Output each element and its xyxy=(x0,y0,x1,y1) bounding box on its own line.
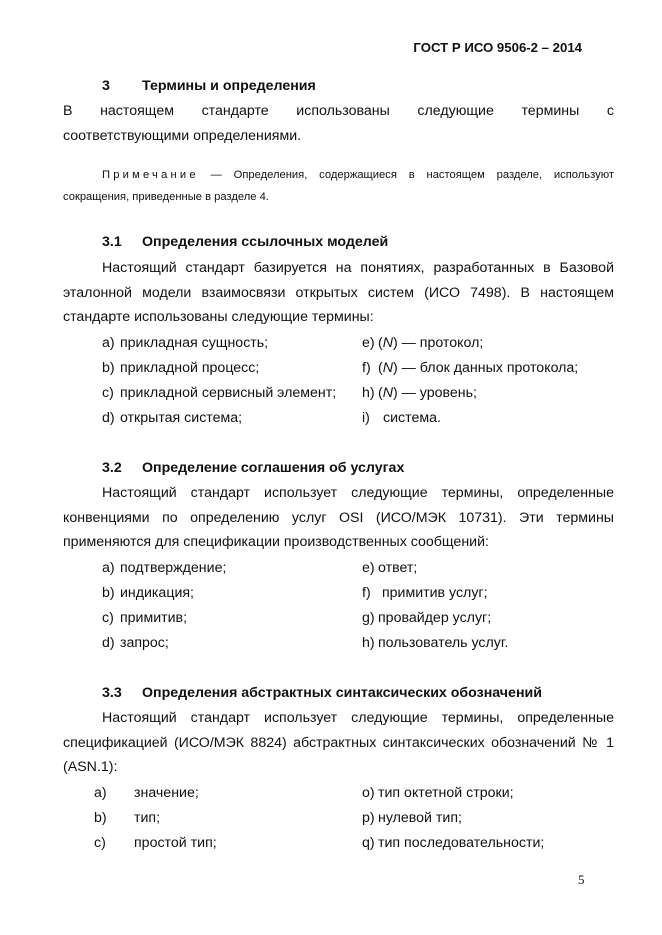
paragraph-line xyxy=(63,99,614,124)
list-item xyxy=(362,785,514,801)
list-label: o) xyxy=(362,785,375,801)
text: эталонной модели взаимосвязи открытых систем (ИСО 7498). В настоящем xyxy=(63,284,614,301)
list-text: открытая система; xyxy=(119,410,243,426)
list-text: подтверждение; xyxy=(119,560,227,576)
section-3-heading xyxy=(102,78,316,94)
list-label: h) xyxy=(362,385,375,401)
list-text: значение; xyxy=(134,785,199,801)
list-label: a) xyxy=(102,560,115,576)
paragraph-line xyxy=(63,731,614,756)
list-text: прикладной процесс; xyxy=(119,360,260,376)
list-item xyxy=(102,360,259,376)
list-item xyxy=(362,385,477,401)
note-text: — Определения, содержащиеся в настоящем разделе, используют xyxy=(210,169,615,181)
list-text: индикация; xyxy=(119,585,195,601)
list-item xyxy=(102,610,187,626)
section-number: 3.2 xyxy=(102,460,122,476)
list-label: p) xyxy=(362,810,375,826)
list-item xyxy=(362,410,441,426)
paragraph-line xyxy=(63,706,614,731)
section-3-2-paragraph xyxy=(63,481,614,555)
list-label: b) xyxy=(102,360,115,376)
list-label: h) xyxy=(362,635,375,651)
list-item xyxy=(362,835,544,851)
list-text: запрос; xyxy=(119,635,169,651)
section-number: 3 xyxy=(102,78,110,94)
list-label: e) xyxy=(362,560,375,576)
note xyxy=(63,164,614,208)
text: Настоящий стандарт использует следующие термины, определенные xyxy=(102,485,614,501)
list-text: провайдер услуг; xyxy=(378,610,492,626)
list-label: g) xyxy=(362,610,375,626)
text: Настоящий стандарт использует следующие термины, определенные xyxy=(102,710,614,726)
paragraph-line xyxy=(63,506,614,531)
list-item xyxy=(362,635,508,651)
list-label: d) xyxy=(102,410,115,426)
section-3-intro xyxy=(63,99,614,148)
section-number: 3.3 xyxy=(102,685,122,701)
section-3-1-heading xyxy=(102,234,388,250)
page-number: 5 xyxy=(578,872,585,887)
list-text: примитив услуг; xyxy=(381,585,488,601)
section-3-3-heading xyxy=(102,685,542,701)
text: В настоящем стандарте использованы следующие термины с xyxy=(63,103,614,119)
list-label: b) xyxy=(102,585,115,601)
list-label: i) xyxy=(362,410,370,426)
list-label: f) xyxy=(362,585,371,601)
paragraph-line: стандарте использованы следующие термины: xyxy=(63,309,374,326)
paragraph-line xyxy=(63,481,614,506)
list-item xyxy=(102,635,169,651)
list-label: d) xyxy=(102,635,115,651)
italic-n: N xyxy=(382,360,393,376)
list-item xyxy=(362,560,417,576)
section-number: 3.1 xyxy=(102,234,122,250)
list-item xyxy=(362,360,578,376)
section-title: Термины и определения xyxy=(142,78,316,94)
list-text: тип октетной строки; xyxy=(378,785,514,801)
paragraph-line xyxy=(63,281,614,306)
list-label: c) xyxy=(102,610,114,626)
list-item xyxy=(102,410,242,426)
list-text: примитив; xyxy=(119,610,188,626)
list-label: b) xyxy=(94,810,107,826)
list-text: тип; xyxy=(134,810,161,826)
paragraph-line: (ASN.1): xyxy=(63,759,118,776)
list-item xyxy=(94,810,160,826)
italic-n: N xyxy=(382,335,393,351)
list-text: система. xyxy=(383,410,441,426)
paragraph-line: применяются для спецификации производственных сообщений: xyxy=(63,534,489,551)
list-label: q) xyxy=(362,835,375,851)
list-text: пользователь услуг. xyxy=(378,635,509,651)
text: спецификацией (ИСО/МЭК 8824) абстрактных синтаксических обозначений № 1 xyxy=(63,734,614,751)
paragraph-line: соответствующими определениями. xyxy=(63,127,302,144)
list-text: ответ; xyxy=(378,560,418,576)
list-item xyxy=(362,335,483,351)
list-label: e) xyxy=(362,335,375,351)
document-header: ГОСТ Р ИСО 9506-2 – 2014 xyxy=(413,40,582,55)
note-label: Примечание xyxy=(102,169,199,181)
section-title: Определение соглашения об услугах xyxy=(142,460,405,476)
text: Настоящий стандарт базируется на понятиях, разработанных в Базовой xyxy=(102,260,614,276)
list-text: ) — уровень; xyxy=(392,385,477,401)
list-item xyxy=(94,835,217,851)
list-item xyxy=(362,585,488,601)
list-text: ( xyxy=(378,360,383,376)
list-label: f) xyxy=(362,360,371,376)
text: конвенциями по определению услуг OSI (ИСО/МЭК 10731). Эти термины xyxy=(63,509,614,526)
list-text: ( xyxy=(378,335,383,351)
list-text: прикладной сервисный элемент; xyxy=(119,385,337,401)
section-3-3-paragraph xyxy=(63,706,614,780)
section-3-2-heading xyxy=(102,460,404,476)
italic-n: N xyxy=(382,385,393,401)
list-item xyxy=(362,610,491,626)
list-item xyxy=(362,810,462,826)
list-item xyxy=(102,335,268,351)
list-label: c) xyxy=(102,385,114,401)
note-line: сокращения, приведенные в разделе 4. xyxy=(63,191,269,203)
section-title: Определения абстрактных синтаксических обозначений xyxy=(142,685,542,701)
list-label: a) xyxy=(102,335,115,351)
section-title: Определения ссылочных моделей xyxy=(142,234,389,250)
list-text: ( xyxy=(378,385,383,401)
list-item xyxy=(102,385,336,401)
list-label: c) xyxy=(94,835,106,851)
list-text: нулевой тип; xyxy=(378,810,462,826)
list-text: прикладная сущность; xyxy=(119,335,269,351)
paragraph-line xyxy=(63,256,614,281)
list-item xyxy=(102,585,194,601)
list-item xyxy=(102,560,226,576)
note-line xyxy=(63,164,614,186)
list-text: ) — протокол; xyxy=(392,335,484,351)
section-3-1-paragraph xyxy=(63,256,614,330)
list-text: ) — блок данных протокола; xyxy=(392,360,579,376)
list-label: a) xyxy=(94,785,107,801)
list-text: тип последовательности; xyxy=(378,835,545,851)
list-item xyxy=(94,785,199,801)
list-text: простой тип; xyxy=(134,835,217,851)
